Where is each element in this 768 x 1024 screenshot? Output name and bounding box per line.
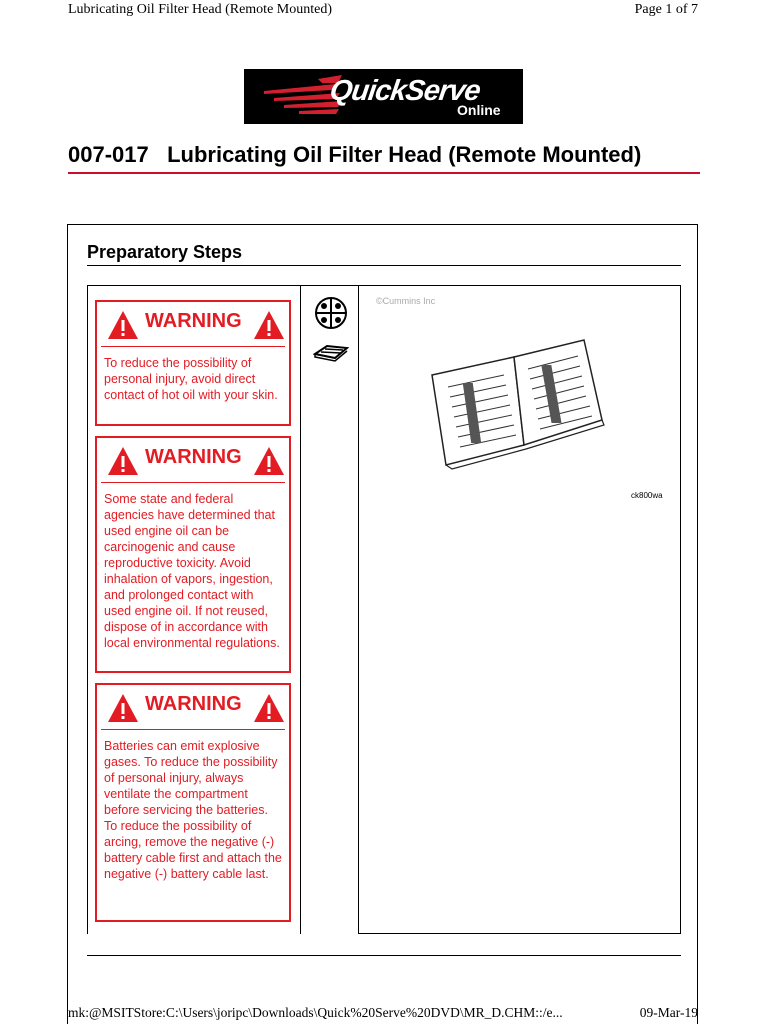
quickserve-logo bbox=[244, 69, 523, 124]
footer-path: mk:@MSITStore:C:\Users\joripc\Downloads\Quick%20Serve%20DVD\MR_D.CHM::/e... bbox=[68, 1005, 563, 1020]
title-divider bbox=[68, 172, 700, 174]
warning-triangle-icon bbox=[107, 446, 139, 476]
logo-wordmark: QuickServe bbox=[327, 75, 482, 107]
warning-box bbox=[95, 300, 291, 426]
warning-label: WARNING bbox=[145, 446, 242, 468]
figure-code: ck800wa bbox=[631, 491, 663, 500]
document-title-header: Lubricating Oil Filter Head (Remote Mounted) bbox=[68, 2, 332, 17]
warning-triangle-icon bbox=[107, 693, 139, 723]
page-indicator: Page 1 of 7 bbox=[634, 2, 698, 17]
warning-triangle-icon bbox=[107, 310, 139, 340]
warning-triangle-icon bbox=[253, 693, 285, 723]
warning-text: Some state and federal agencies have determined that used engine oil can be carcinogenic and cause reproductive toxicity. Avoid inhalation of vapors, ingestion, and prolonged contact with used engine oil. If not reused, dispose of in accordance with local environmental regulations. bbox=[104, 492, 280, 650]
figure-copyright: ©Cummins Inc bbox=[376, 296, 436, 306]
warning-label: WARNING bbox=[145, 693, 242, 715]
section-heading: Preparatory Steps bbox=[87, 242, 243, 262]
warning-text: To reduce the possibility of personal injury, avoid direct contact of hot oil with your skin. bbox=[104, 356, 278, 402]
warning-triangle-icon bbox=[253, 446, 285, 476]
heading-divider bbox=[87, 265, 681, 266]
manual-reference-icon bbox=[313, 342, 349, 362]
table-bottom-rule bbox=[87, 955, 681, 956]
warning-box bbox=[95, 683, 291, 922]
service-tools-icon bbox=[313, 296, 349, 330]
warning-label: WARNING bbox=[145, 310, 242, 332]
warning-triangle-icon bbox=[253, 310, 285, 340]
page-title: 007-017 Lubricating Oil Filter Head (Remote Mounted) bbox=[68, 142, 642, 167]
table-column-divider bbox=[300, 285, 301, 934]
footer-date: 09-Mar-19 bbox=[639, 1005, 698, 1020]
warning-text: Batteries can emit explosive gases. To reduce the possibility of personal injury, always ventilate the compartment before servicing the batteries. To reduce the possibility of arcing, remove the negative (-) battery cable first and attach the negative (-) battery cable last. bbox=[104, 739, 282, 881]
warning-box bbox=[95, 436, 291, 673]
logo-subtitle: Online bbox=[457, 102, 501, 118]
open-manual-illustration bbox=[424, 335, 614, 470]
